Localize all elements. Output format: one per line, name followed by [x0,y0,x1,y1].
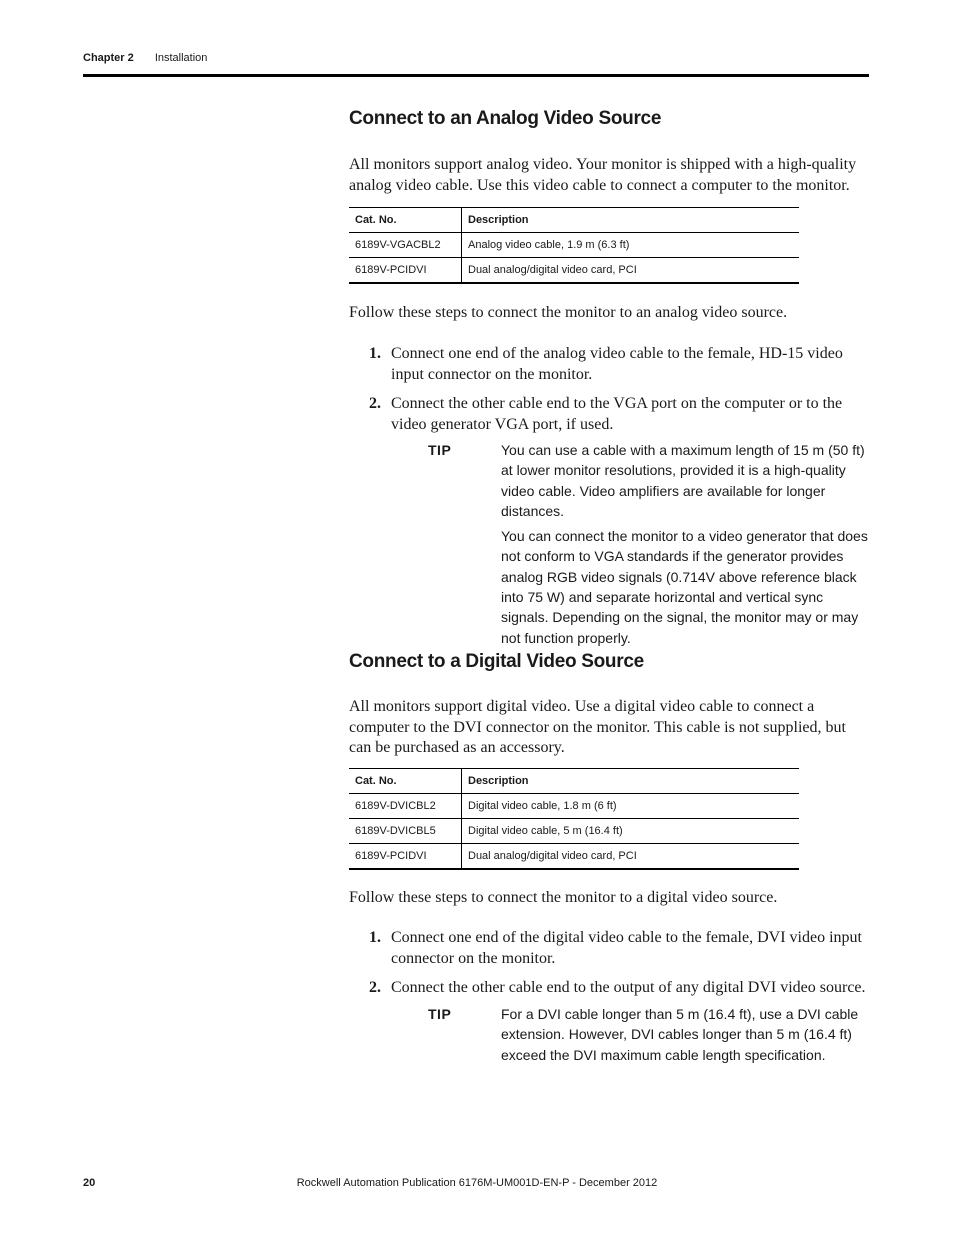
cat-no-cell: 6189V-PCIDVI [349,844,462,870]
description-cell: Digital video cable, 5 m (16.4 ft) [462,819,800,844]
digital-tip-text [501,1004,869,1065]
step-number: 1. [369,345,381,362]
digital-heading: Connect to a Digital Video Source [349,651,644,672]
tip-paragraph: You can connect the monitor to a video generator that does not conform to VGA standards if the generator provides analog RGB video signals (0.714V above reference black into 75 W) and separate horizontal and vertical sync signals. Depending on the signal, the monitor may or may not function properly. [501,528,868,646]
column-header-description: Description [462,208,800,233]
table-row [349,819,799,844]
analog-steps-list [349,344,869,435]
analog-intro: All monitors support analog video. Your monitor is shipped with a high-quality analog video cable. Use this video cable to connect a computer to the monitor. [349,156,857,194]
step-number: 2. [369,395,381,412]
digital-intro: All monitors support digital video. Use a digital video cable to connect a computer to the DVI connector on the monitor. This cable is not supplied, but can be purchased as an accessory. [349,698,846,756]
cat-no-cell: 6189V-PCIDVI [349,258,462,284]
digital-follow-text: Follow these steps to connect the monitor to a digital video source. [349,889,778,906]
header-rule [83,74,869,77]
digital-steps-list [349,928,869,999]
cat-no-cell: 6189V-VGACBL2 [349,233,462,258]
list-item [349,928,869,969]
step-text: Connect the other cable end to the output of any digital DVI video source. [391,979,866,996]
chapter-label: Chapter 2 [83,52,134,64]
table-header-row [349,208,799,233]
description-cell: Dual analog/digital video card, PCI [462,258,800,284]
analog-catalog-table [349,207,799,284]
cat-no-cell: 6189V-DVICBL5 [349,819,462,844]
tip-paragraph: You can use a cable with a maximum length of 15 m (50 ft) at lower monitor resolutions, provided it is a high-quality video cable. Video amplifiers are available for longer distances. [501,442,865,519]
analog-tip-text [501,440,869,648]
table-row [349,844,799,870]
page-number: 20 [83,1177,96,1189]
analog-heading: Connect to an Analog Video Source [349,108,662,129]
step-text: Connect one end of the analog video cable to the female, HD-15 video input connector on the monitor. [391,345,843,383]
table-row [349,258,799,284]
tip-paragraph: For a DVI cable longer than 5 m (16.4 ft), use a DVI cable extension. However, DVI cables longer than 5 m (16.4 ft) exceed the DVI maximum cable length specification. [501,1006,859,1063]
description-cell: Digital video cable, 1.8 m (6 ft) [462,794,800,819]
analog-follow-text: Follow these steps to connect the monitor to an analog video source. [349,304,788,321]
running-header [83,52,207,64]
digital-catalog-table [349,768,799,870]
table-header-row [349,769,799,794]
table-row [349,794,799,819]
description-cell: Dual analog/digital video card, PCI [462,844,800,870]
column-header-cat-no: Cat. No. [349,208,462,233]
step-number: 1. [369,929,381,946]
list-item [349,344,869,385]
step-text: Connect one end of the digital video cable to the female, DVI video input connector on the monitor. [391,929,862,967]
section-label: Installation [154,52,208,64]
list-item [349,394,869,435]
column-header-description: Description [462,769,800,794]
table-row [349,233,799,258]
description-cell: Analog video cable, 1.9 m (6.3 ft) [462,233,800,258]
tip-label: TIP [428,1006,452,1022]
list-item [349,978,869,999]
cat-no-cell: 6189V-DVICBL2 [349,794,462,819]
step-number: 2. [369,979,381,996]
tip-label: TIP [428,442,452,458]
publication-footer: Rockwell Automation Publication 6176M-UM001D-EN-P - December 2012 [296,1177,658,1189]
step-text: Connect the other cable end to the VGA port on the computer or to the video generator VGA port, if used. [391,395,843,433]
column-header-cat-no: Cat. No. [349,769,462,794]
